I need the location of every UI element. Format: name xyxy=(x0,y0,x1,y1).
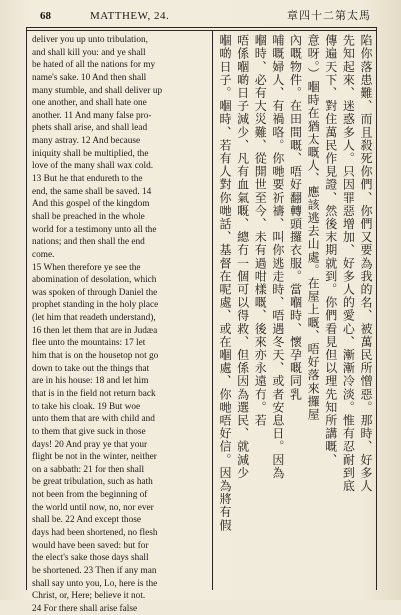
english-text-line: and shall kill you: and ye shall xyxy=(32,47,146,58)
english-text-line: flee unto the mountains: 17 let xyxy=(32,338,146,349)
english-text-line: flight be not in the winter, neither xyxy=(32,452,157,463)
english-text-line: nations; and then shall the end xyxy=(32,237,145,248)
english-text-column xyxy=(32,34,208,615)
english-text-line: phets shall arise, and shall lead xyxy=(32,123,148,134)
english-text-line: name's sake. 10 And then shall xyxy=(32,72,147,83)
english-text-line: him that is on the housetop not go xyxy=(32,351,159,362)
english-text-line: on a sabbath: 21 for then shall xyxy=(32,464,145,475)
page-number: 68 xyxy=(40,10,51,22)
left-border xyxy=(26,27,27,590)
english-text-line: shall say unto you, Lo, here is the xyxy=(32,578,158,589)
chinese-text-column-line: 哺嘅婦人、有禍咯。你哋要祈禱、叫你逃走時、唔遇冬天、或者安息日。因為 xyxy=(270,34,285,480)
chinese-text-column-line: 嗰時、必有大災難、從開世至今、未有過咁樣嘅、後來亦永遠冇。若 xyxy=(253,34,268,427)
english-text-line: days! 20 And pray ye that your xyxy=(32,439,148,450)
english-text-line: And this gospel of the kingdom xyxy=(32,199,150,210)
english-text-line: that is in the field not return back xyxy=(32,388,156,399)
english-text-line: shall be. 22 And except those xyxy=(32,515,141,526)
english-text-line: are in his house: 18 and let him xyxy=(32,376,149,387)
chinese-text-column-line: 意呀。）嗰時在猶太嘅人、應該逃去山處。在屋上嘅、唔好落來攞屋 xyxy=(306,34,321,421)
english-text-line: the world until now, no, nor ever xyxy=(32,502,154,513)
chinese-book-reference: 章四十二第太馬 xyxy=(287,9,371,22)
english-text-line: to them that give suck in those xyxy=(32,426,146,437)
english-text-line: abomination of desolation, which xyxy=(32,275,157,286)
english-text-line: shall be preached in the whole xyxy=(32,211,145,222)
english-text-line: another. 11 And many false pro- xyxy=(32,110,152,121)
english-text-line: (let him that readeth understand), xyxy=(32,313,156,324)
english-text-line: world for a testimony unto all the xyxy=(32,224,157,235)
english-text-line: 24 For there shall arise false xyxy=(32,603,138,614)
english-text-line: would have been saved: but for xyxy=(32,540,149,551)
book-reference: MATTHEW, 24. xyxy=(90,10,170,22)
english-text-line: be great tribulation, such as hath xyxy=(32,477,153,488)
chinese-text-column-line: 陷你落患難、而且殺死你們、你們又要為我的名、被萬民所憎惡。那時、好多人 xyxy=(359,34,373,493)
english-text-line: love of the many shall wax cold. xyxy=(32,161,154,172)
english-text-line: one another, and shall hate one xyxy=(32,98,147,109)
english-text-line: unto them that are with child and xyxy=(32,414,155,425)
english-text-line: many astray. 12 And because xyxy=(32,136,141,147)
right-border xyxy=(376,27,377,590)
english-text-line: be shortened. 23 Then if any man xyxy=(32,565,157,576)
english-text-line: 13 But he that endureth to the xyxy=(32,174,143,185)
english-text-line: many stumble, and shall deliver up xyxy=(32,85,163,96)
chinese-text-column xyxy=(218,34,373,552)
chinese-text-column-line: 唔係嗰啲日子減少、凡有血氣嘅、總冇一個可以得救、但係因為選民、就減少 xyxy=(235,34,250,480)
chinese-text-column-line: 內嘅物件。在田間嘅、唔好翻轉頭攞衣服。當嗰時、懷孕嘅同乳 xyxy=(288,34,303,401)
english-text-line: days had been shortened, no flesh xyxy=(32,527,158,538)
header-rule xyxy=(26,27,377,28)
english-text-line: come. xyxy=(32,249,55,260)
english-text-line: not been from the beginning of xyxy=(32,490,148,501)
english-text-line: Christ, or, Here; believe it not. xyxy=(32,591,146,602)
english-text-line: prophet standing in the holy place xyxy=(32,300,159,311)
english-text-line: 16 then let them that are in Judæa xyxy=(32,325,158,336)
english-text-line: was spoken of through Daniel the xyxy=(32,287,158,298)
english-text-line: 15 When therefore ye see the xyxy=(32,262,141,273)
chinese-text-column-line: 嗰啲日子。嗰時、若有人對你哋話、基督在呢處、或在嗰處、你哋唔好信。因為將有假 xyxy=(218,34,232,532)
english-text-line: be hated of all the nations for my xyxy=(32,60,156,71)
english-text-line: down to take out the things that xyxy=(32,363,150,374)
english-text-line: iniquity shall be multiplied, the xyxy=(32,148,149,159)
column-divider xyxy=(212,30,213,590)
english-text-line: to take his cloak. 19 But woe xyxy=(32,401,141,412)
header-rule-thin xyxy=(26,30,377,31)
english-text-line: the elect's sake those days shall xyxy=(32,553,149,564)
chinese-text-column-line: 傳遍天下、對住萬民作見證、然後末期就到。你們看見但以理先知所講嘅、 xyxy=(323,34,338,467)
english-text-line: deliver you up unto tribulation, xyxy=(32,35,148,45)
english-text-line: end, the same shall be saved. 14 xyxy=(32,186,152,197)
chinese-text-column-line: 先知起來、迷惑多人。只因罪惡增加、好多人的愛心、漸漸冷淡。惟有忍耐到底 xyxy=(341,34,356,493)
page-header xyxy=(10,8,391,24)
